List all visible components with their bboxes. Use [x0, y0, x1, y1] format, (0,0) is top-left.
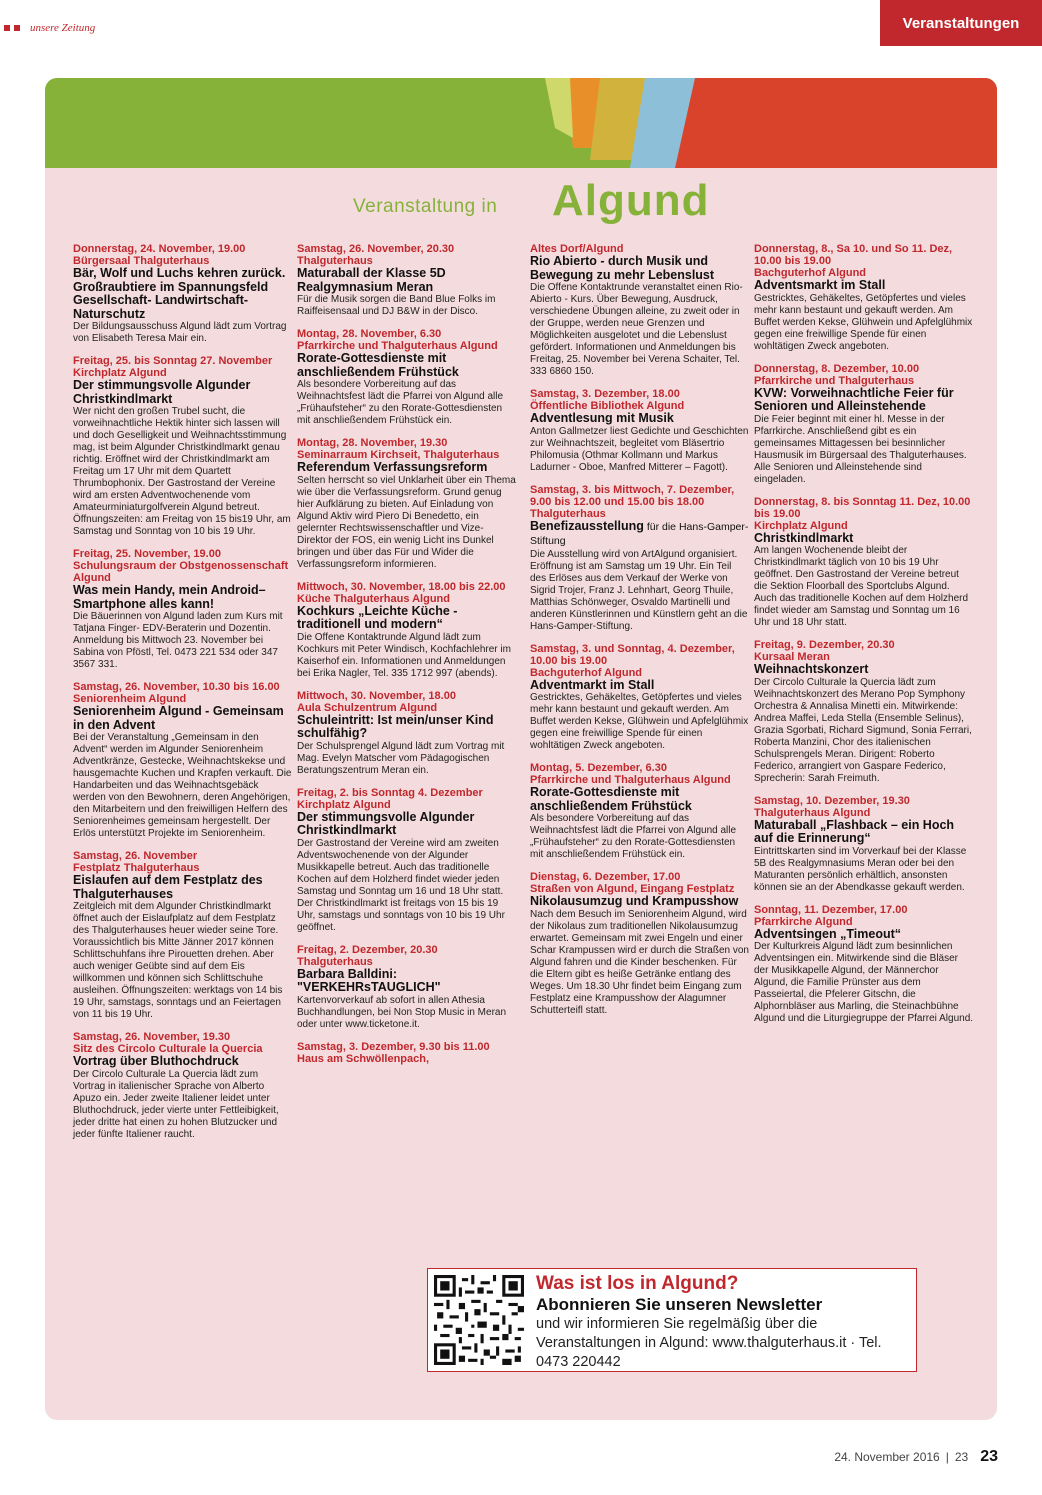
event-body: Selten herrscht so viel Unklarheit über ein Thema wie über die Verfassungsreform. Grund genug hier Aufklärung zu bieten. Auf Einladung von Algund Aktiv wird Piero Di Benedetto, ein gelernter Rechtswissenschaftler und Vize-Direktor der FOS, ein wenig Licht ins Dunkel bringen und über das Für und Wider die Verfassungsreform informieren.: [297, 474, 516, 570]
event-location: Sitz des Circolo Culturale la Quercia: [73, 1043, 263, 1055]
event-date: Samstag, 10. Dezember, 19.30: [754, 794, 910, 807]
newsletter-body: und wir informieren Sie regelmäßig über die Veranstaltungen in Algund: www.thalguterhaus.it · Tel. 0473 220442: [536, 1316, 882, 1370]
brand-name: unsere Zeitung: [30, 22, 96, 34]
event-body: Zeitgleich mit dem Algunder Christkindlmarkt öffnet auch der Eislaufplatz auf dem Festplatz des Thalguterhauses heuer wieder seine Tore. Voraussichtlich bis Mitte Jänner 2017 können Schlittschuhfans ihre Pirouetten drehen. Aber auch weniger Geübte sind auf dem Eis willkommen und können sich Schlittschuhe ausleihen. Öffnungszeiten: werktags von 14 bis 19 Uhr, samstags, sonntags und an Feiertagen von 11 bis 19 Uhr.: [73, 901, 283, 1020]
headline-pre: Veranstaltung in: [353, 196, 498, 217]
event-title: [73, 874, 293, 901]
event-body: Der Circolo Culturale La Quercia lädt zum Vortrag in italienischer Sprache von Alberto Apuzo ein. Jeder zweite Italiener leidet unter Bluthochdruck, jeder vierte unter Fettleibigkeit, jeder dritte hat einen zu hohen Blutzucker und jeder fünfte Italiener raucht.: [73, 1068, 279, 1140]
event-body: Der Circolo Culturale la Quercia lädt zum Weihnachtskonzert des Merano Pop Symphony Orchestra & Annalisa Minetti ein. Mitwirkende: Andrea Maffei, Leda Stella (Ensemble Selinus), Grazia Sgorbati, Richard Sigmund, Sonia Ferrari, Roberta Manzini, Chor des italienischen Schulsprengels Meran. Dirigent: Roberto Federico, arrangiert von Gaspare Federico, Sprecherin: Sarah Freimuth.: [754, 676, 972, 784]
event-date: Samstag, 3. und Sonntag, 4. Dezember, 10.00 bis 19.00: [530, 642, 735, 667]
event-body: Der Schulsprengel Algund lädt zum Vortrag mit Mag. Evelyn Matscher vom Pädagogischen Beratungszentrum Meran ein.: [297, 740, 505, 776]
event-item: [530, 871, 750, 1017]
event-title: [530, 679, 750, 693]
event-title-text: Schuleintritt: Ist mein/unser Kind schulfähig?: [297, 712, 494, 740]
event-title: [73, 1055, 293, 1069]
event-item: [754, 639, 974, 785]
event-title: [73, 705, 293, 732]
event-item: [297, 437, 517, 571]
event-title-text: Adventsingen „Timeout“: [754, 926, 902, 941]
event-title-text: Der stimmungsvolle Algunder Christkindlmarkt: [297, 809, 475, 837]
event-body: Kartenvorverkauf ab sofort in allen Athesia Buchhandlungen, bei Non Stop Music in Meran oder unter www.ticketone.it.: [297, 994, 507, 1030]
event-location: Haus am Schwöllenpach,: [297, 1052, 430, 1065]
event-location: Thalguterhaus Algund: [754, 806, 871, 819]
event-date: Samstag, 3. Dezember, 18.00: [530, 388, 680, 400]
event-title-text: Der stimmungsvolle Algunder Christkindlmarkt: [73, 378, 251, 406]
event-column-4: [754, 243, 974, 1035]
event-location: Kirchplatz Algund: [754, 519, 848, 532]
event-date: Montag, 5. Dezember, 6.30: [530, 762, 667, 774]
event-body: Der Gastrostand der Vereine wird am zweiten Adventswochenende von der Algunder Musikkapelle betreut. Auch das traditionelle Kochen auf dem Holzherd findet wieder jeden Samstag und Sonntag um 16 und 18 Uhr statt. Der Christkindlmarkt ist freitags von 15 bis 19 Uhr, samstags und sonntags von 10 bis 19 Uhr geöffnet.: [297, 837, 505, 933]
event-date: Samstag, 26. November, 10.30 bis 16.00: [73, 681, 280, 693]
page-footer: [834, 1448, 998, 1466]
event-location: Aula Schulzentrum Algund: [297, 701, 438, 714]
event-date: Donnerstag, 8. Dezember, 10.00: [754, 362, 920, 375]
event-date: Samstag, 26. November, 20.30: [297, 243, 455, 255]
event-body: Wer nicht den großen Trubel sucht, die vorweihnachtliche Hektik hinter sich lassen will und doch Geselligkeit und Weihnachtsstimmung mag, ist beim Algunder Christkindlmarkt genau richtig. Eröffnet wird der Christkindlmarkt am Freitag um 17 Uhr mit dem Quartett Thrumbophonix. Der Gastrostand der Vereine wird am ersten Adventwochenende vom Amateurminiaturgolfverein Algund betreut. Öffnungszeiten: am Freitag von 15 bis19 Uhr, am Samstag und Sonntag von 10 bis 19 Uhr.: [73, 406, 291, 537]
event-location: Festplatz Thalguterhaus: [73, 862, 200, 874]
event-body: Als besondere Vorbereitung auf das Weihnachtsfest lädt die Pfarrei von Algund alle „Frühaufsteher“ zu den Rorate-Gottesdiensten mit anschließendem Frühstück ein.: [297, 379, 504, 426]
event-date: Freitag, 25. November, 19.00: [73, 548, 221, 560]
event-item: [297, 787, 517, 934]
event-item: [530, 643, 750, 753]
event-title-text: Referendum Verfassungsreform: [297, 460, 488, 474]
event-item: [297, 243, 517, 318]
event-location: Seminarraum Kirchseit, Thalguterhaus: [297, 449, 500, 461]
event-columns: [73, 243, 973, 1363]
event-title: [754, 279, 974, 293]
event-title-text: Benefizausstellung: [530, 518, 644, 533]
event-date: Freitag, 9. Dezember, 20.30: [754, 639, 895, 651]
event-location: Straßen von Algund, Eingang Festplatz: [530, 883, 735, 895]
event-title: [530, 786, 750, 813]
event-date: Samstag, 26. November, 19.30: [73, 1031, 231, 1043]
event-title-text: Maturaball „Flashback – ein Hoch auf die Erinnerung“: [754, 817, 955, 845]
event-date: Donnerstag, 24. November, 19.00: [73, 243, 246, 255]
event-location: Seniorenheim Algund: [73, 693, 187, 705]
event-title-suffix: für die Hans-Gamper-Stiftung: [530, 520, 749, 547]
event-item: [73, 355, 293, 538]
event-item: [754, 904, 974, 1026]
event-location: Thalguterhaus: [297, 955, 373, 968]
event-item: [73, 1031, 293, 1141]
event-item: [73, 850, 293, 1021]
event-body: Die Bäuerinnen von Algund laden zum Kurs mit Tatjana Finger- EDV-Beraterin und Dozentin. Anmeldung bis Mittwoch 23. November bei Sabina von Pföstl, Tel. 0473 221 534 oder 347 3567 331.: [73, 611, 283, 670]
event-location: Bachguterhof Algund: [530, 666, 643, 679]
event-title-text: Kochkurs „Leichte Küche - traditionell und modern“: [297, 603, 458, 631]
event-title: [73, 267, 293, 321]
event-location: Pfarrkirche und Thalguterhaus Algund: [530, 774, 731, 786]
event-title: [754, 663, 974, 677]
event-title: [297, 352, 517, 379]
event-item: [297, 581, 517, 680]
event-date: Donnerstag, 8. bis Sonntag 11. Dez, 10.00 bis 19.00: [754, 495, 971, 520]
event-date: Samstag, 3. bis Mittwoch, 7. Dezember, 9.00 bis 12.00 und 15.00 bis 18.00: [530, 483, 735, 508]
top-bar: [0, 0, 1042, 60]
event-location: Thalguterhaus: [530, 507, 606, 520]
event-location: Kirchplatz Algund: [297, 798, 391, 811]
event-title: [297, 461, 517, 475]
event-item: [530, 388, 750, 474]
event-location: Pfarrkirche und Thalguterhaus Algund: [297, 340, 498, 352]
event-location: Kirchplatz Algund: [73, 367, 167, 379]
event-title-text: Seniorenheim Algund - Gemeinsam in den Advent: [73, 704, 284, 732]
event-date: Montag, 28. November, 6.30: [297, 328, 442, 340]
newsletter-text: [536, 1273, 914, 1372]
footer-separator: |: [945, 1450, 949, 1464]
event-body: Anton Gallmetzer liest Gedichte und Geschichten zur Weihnachtszeit, begleitet vom Bläsertrio Philomusia (Othmar Kollmann und Markus Ladurner - Oboe, Manfred Mitterer – Fagott).: [530, 425, 749, 473]
event-title-text: Barbara Balldini: "VERKEHRsTAUGLICH": [297, 966, 441, 994]
event-title-text: Adventsmarkt im Stall: [754, 278, 886, 292]
event-body: Die Feier beginnt mit einer hl. Messe in der Pfarrkirche. Anschließend gibt es ein gemeinsames Mittagessen bei besinnlicher Hausmusik im Bürgersaal des Thalguterhauses. Alle Senioren und Alleinstehende sind eingeladen.: [754, 413, 967, 485]
headline: [45, 176, 997, 242]
event-location: Schulungsraum der Obstgenossenschaft Algund: [73, 560, 289, 584]
event-location: Pfarrkirche und Thalguterhaus: [754, 374, 915, 387]
event-date: Montag, 28. November, 19.30: [297, 437, 448, 449]
event-item: [297, 328, 517, 427]
event-body: Der Bildungsausschuss Algund lädt zum Vortrag von Elisabeth Teresa Mair ein.: [73, 321, 287, 344]
event-body: Die Offene Kontaktrunde veranstaltet einen Rio-Abierto - Kurs. Über Bewegung, Ausdruck, verschiedene Übungen alleine, zu zweit oder in der Gruppe, werden neue Grenzen und Möglichkeiten ausgelotet und die Lebenslust gefördert. Informationen und Anmeldungen bis Freitag, 25. November bei Verena Schaiter, Tel. 333 6860 150.: [530, 282, 743, 377]
event-item: [754, 363, 974, 486]
event-title-text: Christkindlmarkt: [754, 530, 854, 545]
event-location: Öffentliche Bibliothek Algund: [530, 400, 685, 412]
event-title-text: Adventlesung mit Musik: [530, 411, 674, 425]
event-title-text: Maturaball der Klasse 5D Realgymnasium Meran: [297, 266, 446, 294]
event-column-2: [297, 243, 517, 1075]
event-date: Sonntag, 11. Dezember, 17.00: [754, 903, 908, 916]
event-date: Mittwoch, 30. November, 18.00 bis 22.00: [297, 580, 506, 593]
event-item: [530, 484, 750, 633]
event-date: Freitag, 2. bis Sonntag 4. Dezember: [297, 786, 483, 799]
event-title: [297, 968, 517, 995]
event-date: Mittwoch, 30. November, 18.00: [297, 689, 456, 702]
event-title: [530, 520, 750, 549]
event-item: [754, 243, 974, 353]
newsletter-heading: Was ist los in Algund?: [536, 1273, 739, 1294]
event-location: Bürgersaal Thalguterhaus: [73, 255, 210, 267]
event-title-text: Bär, Wolf und Luchs kehren zurück. Großraubtiere im Spannungsfeld Gesellschaft- Landwirtschaft- Naturschutz: [73, 266, 286, 321]
event-title-text: Rorate-Gottesdienste mit anschließendem Frühstück: [530, 785, 692, 813]
event-title: [754, 532, 974, 546]
event-body: Für die Musik sorgen die Band Blue Folks im Raiffeisensaal und DJ B&W in der Disco.: [297, 294, 496, 317]
event-title-text: Was mein Handy, mein Android– Smartphone alles kann!: [73, 583, 266, 611]
event-title-text: Nikolausumzug und Krampusshow: [530, 894, 739, 908]
event-title: [297, 811, 517, 838]
event-title: [754, 819, 974, 846]
event-location: Küche Thalguterhaus Algund: [297, 592, 450, 605]
event-date: Samstag, 26. November: [73, 850, 198, 862]
event-title: [754, 387, 974, 414]
event-item: [297, 944, 517, 1031]
event-location: Kursaal Meran: [754, 651, 830, 663]
event-item: [297, 1041, 517, 1065]
event-title-text: Rorate-Gottesdienste mit anschließendem Frühstück: [297, 351, 459, 379]
event-date: Samstag, 3. Dezember, 9.30 bis 11.00: [297, 1040, 490, 1053]
event-body: Am langen Wochenende bleibt der Christkindlmarkt täglich von 10 bis 19 Uhr geöffnet. Den Gastrostand der Vereine betreut die Sektion Floorball des Sportclubs Algund. Auch das traditionelle Kochen auf dem Holzherd findet wieder am Samstag und Sonntag um 16 Uhr und 18 Uhr statt.: [754, 545, 969, 628]
event-title: [530, 255, 750, 282]
event-item: [73, 548, 293, 671]
event-item: [754, 496, 974, 630]
event-title: [530, 412, 750, 426]
event-date: Freitag, 2. Dezember, 20.30: [297, 943, 438, 956]
brand: [4, 22, 95, 34]
footer-page-number: 23: [980, 1448, 998, 1465]
color-banner: [45, 78, 997, 168]
event-title: [73, 379, 293, 406]
event-body: Eintrittskarten sind im Vorverkauf bei der Klasse 5B des Realgymnasiums Meran oder bei den Maturanten persönlich erhältlich, ansonsten können sie an der Abendkasse gekauft werden.: [754, 845, 967, 893]
event-title-text: Vortrag über Bluthochdruck: [73, 1054, 239, 1068]
event-location: Bachguterhof Algund: [754, 267, 867, 279]
event-title: [73, 584, 293, 611]
event-body: Der Kulturkreis Algund lädt zum besinnlichen Adventsingen ein. Mitwirkende sind die Bläser der Musikkapelle Algund, der Männerchor Algund, die Familie Prünster aus dem Passeiertal, die Pfelerer Gitschn, die Alphornbläser aus Marling, die Steinachbühne Algund und die Liturgiegruppe der Pfarrei Algund.: [754, 941, 974, 1024]
event-title-text: Weihnachtskonzert: [754, 662, 869, 676]
event-body: Die Ausstellung wird von ArtAlgund organisiert. Eröffnung ist am Samstag um 19 Uhr. Ein Teil des Erlöses aus dem Verkauf der Werke von Sigrid Trojer, Franz J. Lehnhart, Georg Thuile, Matthias Schönweger, Osvaldo Martinelli und anderen Künstlerinnen und Künstlern geht an die Hans-Gamper-Stiftung.: [530, 548, 748, 632]
event-location: Thalguterhaus: [297, 255, 373, 267]
newsletter-box: [427, 1268, 917, 1372]
event-title: [297, 605, 517, 632]
event-title-text: KVW: Vorweihnachtliche Feier für Senioren und Alleinstehende: [754, 385, 954, 413]
event-item: [73, 243, 293, 345]
event-body: Gestricktes, Gehäkeltes, Getöpfertes und vieles mehr kann bestaunt und gekauft werden. Am Buffet werden Kekse, Glühwein und Apfelglühmix gegen eine freiwillige Spende für einen wohltätigen Zweck angeboten.: [754, 292, 973, 352]
event-body: Bei der Veranstaltung „Gemeinsam in den Advent“ werden im Algunder Seniorenheim Adventkränze, Gestecke, Weihnachtskekse und hausgemachte Kuchen und Krapfen verkauft. Die Handarbeiten und das Weihnachtsgebäck werden von den Bewohnern, deren Angehörigen, den Mitarbeitern und den freiwilligen Helfern des Seniorenheimes gemeinsam hergestellt. Der Erlös unterstützt Projekte im Seniorenheim.: [73, 732, 292, 839]
event-title: [297, 714, 517, 741]
event-title-text: Eislaufen auf dem Festplatz des Thalguterhauses: [73, 873, 263, 901]
event-title-text: Adventmarkt im Stall: [530, 677, 655, 692]
event-title: [297, 267, 517, 294]
event-title: [530, 895, 750, 909]
newsletter-subheading: Abonnieren Sie unseren Newsletter: [536, 1295, 823, 1314]
section-tab: Veranstaltungen: [880, 0, 1042, 46]
event-body: Nach dem Besuch im Seniorenheim Algund, wird der Nikolaus zum traditionellen Nikolausumzug erwartet. Gemeinsam mit zwei Engeln und einer Schar Krampussen wird er durch die Straßen von Algund fahren und die Kinder beschenken. Für die Eltern gibt es heiße Getränke entlang des Weges. Um 18.30 Uhr findet beim Eingang zum Festplatz eine Krampusshow der Alagumner Schutterteifl statt.: [530, 908, 749, 1016]
brand-square-icon: [14, 25, 20, 31]
event-location: Pfarrkirche Algund: [754, 915, 853, 928]
event-date: Donnerstag, 8., Sa 10. und So 11. Dez, 10.00 bis 19.00: [754, 243, 953, 267]
event-date: Altes Dorf/Algund: [530, 243, 624, 255]
qr-code-icon[interactable]: [434, 1275, 524, 1365]
event-item: [73, 681, 293, 840]
footer-date: 24. November 2016: [834, 1450, 940, 1464]
event-item: [754, 795, 974, 894]
event-column-3: [530, 243, 750, 1027]
event-column-1: [73, 243, 293, 1151]
headline-place: Algund: [552, 176, 710, 225]
event-item: [530, 762, 750, 861]
event-title: [754, 928, 974, 942]
event-body: Als besondere Vorbereitung auf das Weihnachtsfest lädt die Pfarrei von Algund alle „Frühaufsteher“ zu den Rorate-Gottesdiensten mit anschließendem Frühstück ein.: [530, 813, 737, 860]
event-body: Die Offene Kontaktrunde Algund lädt zum Kochkurs mit Peter Windisch, Kochfachlehrer im Kaiserhof ein. Informationen und Anmeldungen bei Erika Nagler, Tel. 335 1712 997 (abends).: [297, 631, 511, 679]
event-item: [297, 690, 517, 777]
footer-page: 23: [954, 1450, 969, 1464]
event-date: Dienstag, 6. Dezember, 17.00: [530, 871, 681, 883]
event-item: [530, 243, 750, 378]
event-title-text: Rio Abierto - durch Musik und Bewegung zu mehr Lebenslust: [530, 254, 715, 282]
event-body: Gestricktes, Gehäkeltes, Getöpfertes und vieles mehr kann bestaunt und gekauft werden. Am Buffet werden Kekse, Glühwein und Apfelglühmix gegen eine freiwillige Spende für einen wohltätigen Zweck angeboten.: [530, 692, 749, 751]
brand-square-icon: [4, 25, 10, 31]
event-date: Freitag, 25. bis Sonntag 27. November: [73, 355, 273, 367]
